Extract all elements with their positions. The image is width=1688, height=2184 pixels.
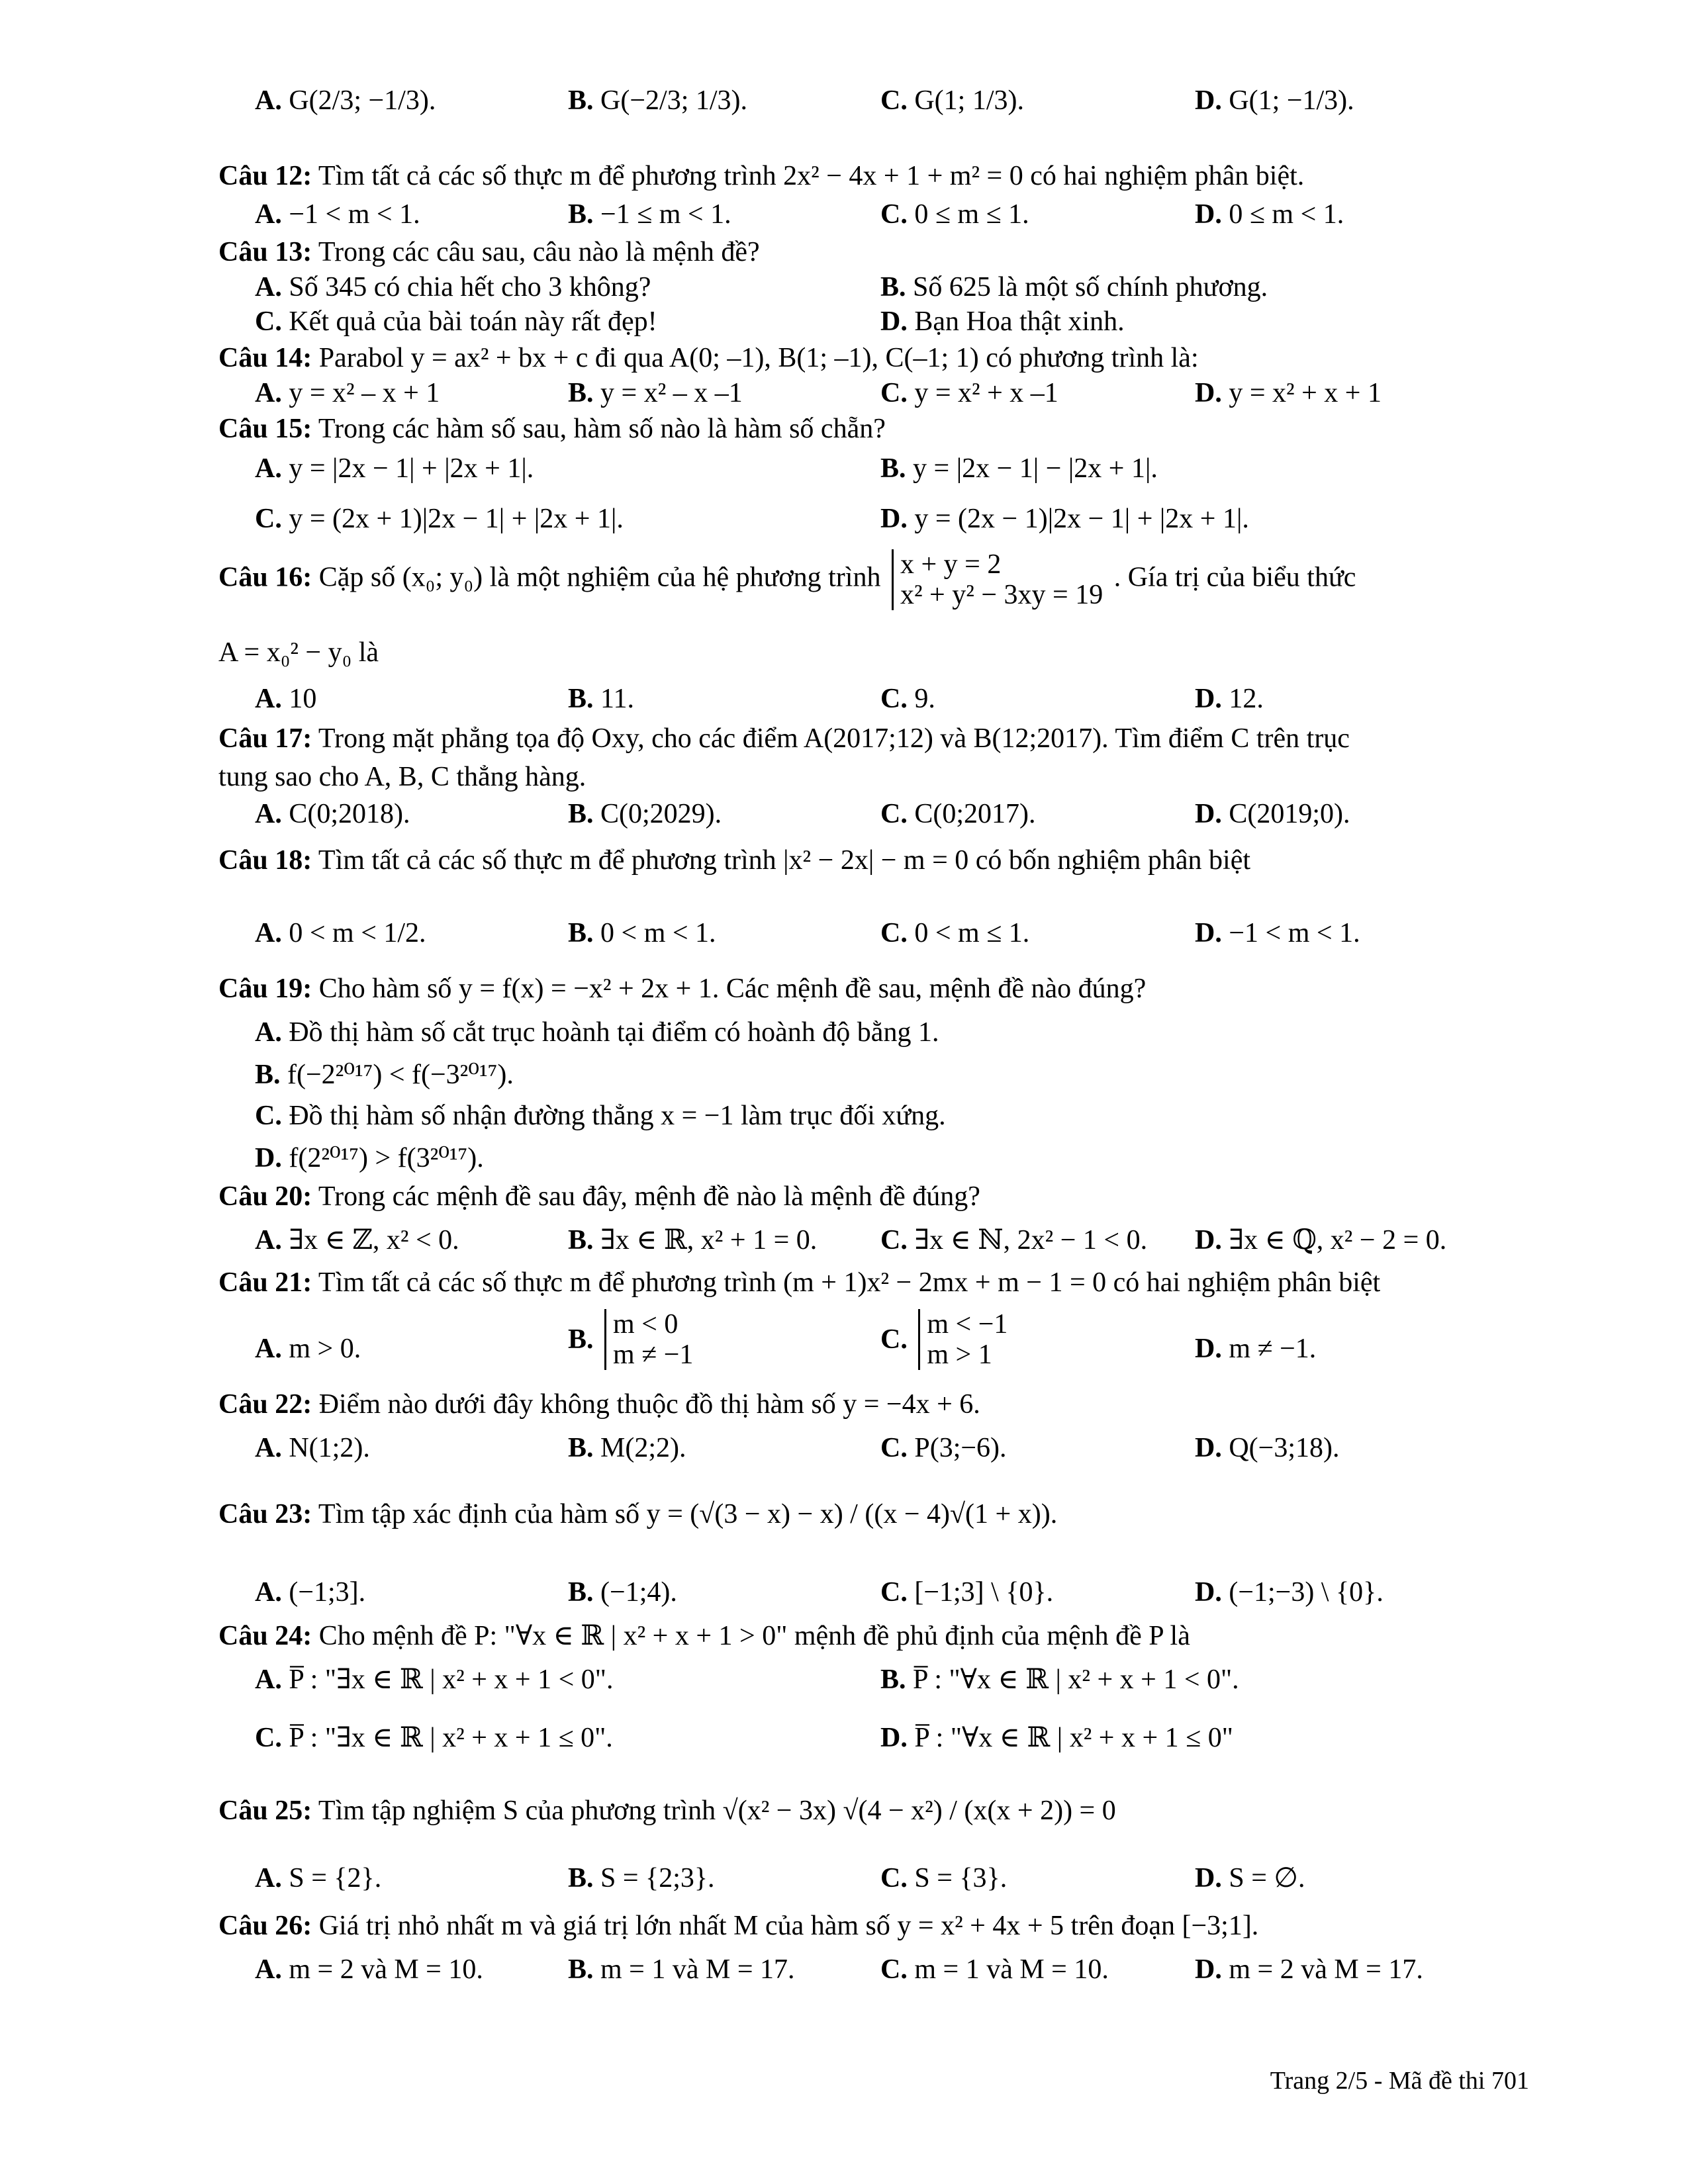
q19-option-c: C. Đồ thị hàm số nhận đường thẳng x = −1 làm trục đối xứng. [255,1101,946,1131]
q21-option-c-line2: m > 1 [927,1340,992,1370]
q20-option-c: C. ∃x ∈ ℕ, 2x² − 1 < 0. [880,1225,1148,1255]
q21-option-b-label: B. [568,1324,594,1355]
q26-option-d: D. m = 2 và M = 17. [1195,1954,1423,1985]
q16-stem-pre: Câu 16: Cặp số (x₀; y₀) là một nghiệm của hệ phương trình [218,562,881,593]
q16-stem-line2: A = x₀² − y₀ là [218,637,379,668]
q17-option-b: B. C(0;2029). [568,799,722,829]
q21-option-a: A. m > 0. [255,1334,361,1364]
q24-stem: Câu 24: Cho mệnh đề P: "∀x ∈ ℝ | x² + x + 1 > 0" mệnh đề phủ định của mệnh đề P là [218,1621,1190,1651]
q16-system-eq2: x² + y² − 3xy = 19 [900,580,1103,610]
q15-option-a: A. y = |2x − 1| + |2x + 1|. [255,453,534,484]
q13-stem: Câu 13: Trong các câu sau, câu nào là mệnh đề? [218,237,760,267]
q18-stem: Câu 18: Tìm tất cả các số thực m để phương trình |x² − 2x| − m = 0 có bốn nghiệm phân biệt [218,845,1251,876]
q19-option-a: A. Đồ thị hàm số cắt trục hoành tại điểm có hoành độ bằng 1. [255,1017,939,1048]
q24-option-b: B. P̅ : "∀x ∈ ℝ | x² + x + 1 < 0". [880,1664,1239,1695]
q17-stem-line2: tung sao cho A, B, C thẳng hàng. [218,762,586,792]
q11-option-d: D. G(1; −1/3). [1195,85,1354,116]
q20-option-a: A. ∃x ∈ ℤ, x² < 0. [255,1225,459,1255]
q24-option-c: C. P̅ : "∃x ∈ ℝ | x² + x + 1 ≤ 0". [255,1723,613,1753]
q25-option-d: D. S = ∅. [1195,1863,1305,1893]
q14-stem: Câu 14: Parabol y = ax² + bx + c đi qua A(0; –1), B(1; –1), C(–1; 1) có phương trình là: [218,343,1199,373]
q17-option-d: D. C(2019;0). [1195,799,1350,829]
q23-option-a: A. (−1;3]. [255,1577,366,1608]
q17-stem-line1: Câu 17: Trong mặt phẳng tọa độ Oxy, cho các điểm A(2017;12) và B(12;2017). Tìm điểm C trên trục [218,723,1350,754]
q13-option-d: D. Bạn Hoa thật xinh. [880,306,1125,337]
q14-option-d: D. y = x² + x + 1 [1195,378,1382,408]
q17-option-c: C. C(0;2017). [880,799,1036,829]
q26-option-c: C. m = 1 và M = 10. [880,1954,1109,1985]
q13-option-b: B. Số 625 là một số chính phương. [880,272,1268,302]
q21-option-b-system [604,1309,693,1370]
q15-stem: Câu 15: Trong các hàm số sau, hàm số nào là hàm số chẵn? [218,414,886,444]
q21-option-b [568,1309,697,1370]
q25-option-b: B. S = {2;3}. [568,1863,715,1893]
q12-option-b: B. −1 ≤ m < 1. [568,199,731,230]
q25-option-a: A. S = {2}. [255,1863,382,1893]
q14-option-a: A. y = x² – x + 1 [255,378,440,408]
q21-option-c-label: C. [880,1324,908,1355]
q12-stem: Câu 12: Tìm tất cả các số thực m để phương trình 2x² − 4x + 1 + m² = 0 có hai nghiệm phân biệt. [218,161,1305,191]
q15-option-c: C. y = (2x + 1)|2x − 1| + |2x + 1|. [255,504,624,534]
q26-option-a: A. m = 2 và M = 10. [255,1954,483,1985]
q17-option-a: A. C(0;2018). [255,799,410,829]
q11-option-b: B. G(−2/3; 1/3). [568,85,748,116]
q21-option-c-set [918,1309,1008,1370]
q18-option-a: A. 0 < m < 1/2. [255,918,426,948]
q23-stem: Câu 23: Tìm tập xác định của hàm số y = (√(3 − x) − x) / ((x − 4)√(1 + x)). [218,1499,1058,1529]
q23-option-b: B. (−1;4). [568,1577,677,1608]
q18-option-c: C. 0 < m ≤ 1. [880,918,1030,948]
page-footer: Trang 2/5 - Mã đề thi 701 [1270,2067,1529,2095]
q18-option-b: B. 0 < m < 1. [568,918,716,948]
q13-option-c: C. Kết quả của bài toán này rất đẹp! [255,306,657,337]
q26-option-b: B. m = 1 và M = 17. [568,1954,795,1985]
q19-option-d: D. f(2²⁰¹⁷) > f(3²⁰¹⁷). [255,1143,484,1173]
q12-option-c: C. 0 ≤ m ≤ 1. [880,199,1029,230]
q24-option-a: A. P̅ : "∃x ∈ ℝ | x² + x + 1 < 0". [255,1664,614,1695]
q11-option-a: A. G(2/3; −1/3). [255,85,436,116]
q16-option-d: D. 12. [1195,684,1264,714]
q21-stem: Câu 21: Tìm tất cả các số thực m để phương trình (m + 1)x² − 2mx + m − 1 = 0 có hai nghiệm phân biệt [218,1267,1381,1298]
q21-option-d: D. m ≠ −1. [1195,1334,1317,1364]
q23-option-d: D. (−1;−3) \ {0}. [1195,1577,1383,1608]
q16-system-eq1: x + y = 2 [900,549,1002,580]
q22-option-b: B. M(2;2). [568,1433,686,1463]
q12-option-a: A. −1 < m < 1. [255,199,420,230]
q16-stem-post: . Gía trị của biểu thức [1113,562,1356,593]
q14-option-b: B. y = x² – x –1 [568,378,743,408]
q20-option-b: B. ∃x ∈ ℝ, x² + 1 = 0. [568,1225,818,1255]
q20-stem: Câu 20: Trong các mệnh đề sau đây, mệnh đề nào là mệnh đề đúng? [218,1181,980,1212]
q25-option-c: C. S = {3}. [880,1863,1008,1893]
q16-stem [218,549,1356,610]
q21-option-b-line2: m ≠ −1 [613,1340,694,1370]
q21-option-c-line1: m < −1 [927,1309,1008,1340]
q23-option-c: C. [−1;3] \ {0}. [880,1577,1054,1608]
q19-option-b: B. f(−2²⁰¹⁷) < f(−3²⁰¹⁷). [255,1060,514,1090]
q16-option-a: A. 10 [255,684,317,714]
q13-option-a: A. Số 345 có chia hết cho 3 không? [255,272,651,302]
q22-option-c: C. P(3;−6). [880,1433,1007,1463]
q11-option-c: C. G(1; 1/3). [880,85,1024,116]
q16-option-b: B. 11. [568,684,634,714]
q22-option-a: A. N(1;2). [255,1433,370,1463]
q21-option-b-line1: m < 0 [613,1309,679,1340]
q21-option-c [880,1309,1011,1370]
q22-stem: Câu 22: Điểm nào dưới đây không thuộc đồ thị hàm số y = −4x + 6. [218,1389,980,1420]
q12-option-d: D. 0 ≤ m < 1. [1195,199,1344,230]
q14-option-c: C. y = x² + x –1 [880,378,1058,408]
q15-option-b: B. y = |2x − 1| − |2x + 1|. [880,453,1158,484]
q16-system [892,549,1103,610]
q25-stem: Câu 25: Tìm tập nghiệm S của phương trình √(x² − 3x) √(4 − x²) / (x(x + 2)) = 0 [218,1796,1116,1826]
q20-option-d: D. ∃x ∈ ℚ, x² − 2 = 0. [1195,1225,1447,1255]
q18-option-d: D. −1 < m < 1. [1195,918,1360,948]
q16-option-c: C. 9. [880,684,935,714]
q15-option-d: D. y = (2x − 1)|2x − 1| + |2x + 1|. [880,504,1249,534]
q22-option-d: D. Q(−3;18). [1195,1433,1340,1463]
q24-option-d: D. P̅ : "∀x ∈ ℝ | x² + x + 1 ≤ 0" [880,1723,1233,1753]
q26-stem: Câu 26: Giá trị nhỏ nhất m và giá trị lớn nhất M của hàm số y = x² + 4x + 5 trên đoạn [−3;1]. [218,1911,1259,1941]
q19-stem: Câu 19: Cho hàm số y = f(x) = −x² + 2x + 1. Các mệnh đề sau, mệnh đề nào đúng? [218,974,1147,1004]
